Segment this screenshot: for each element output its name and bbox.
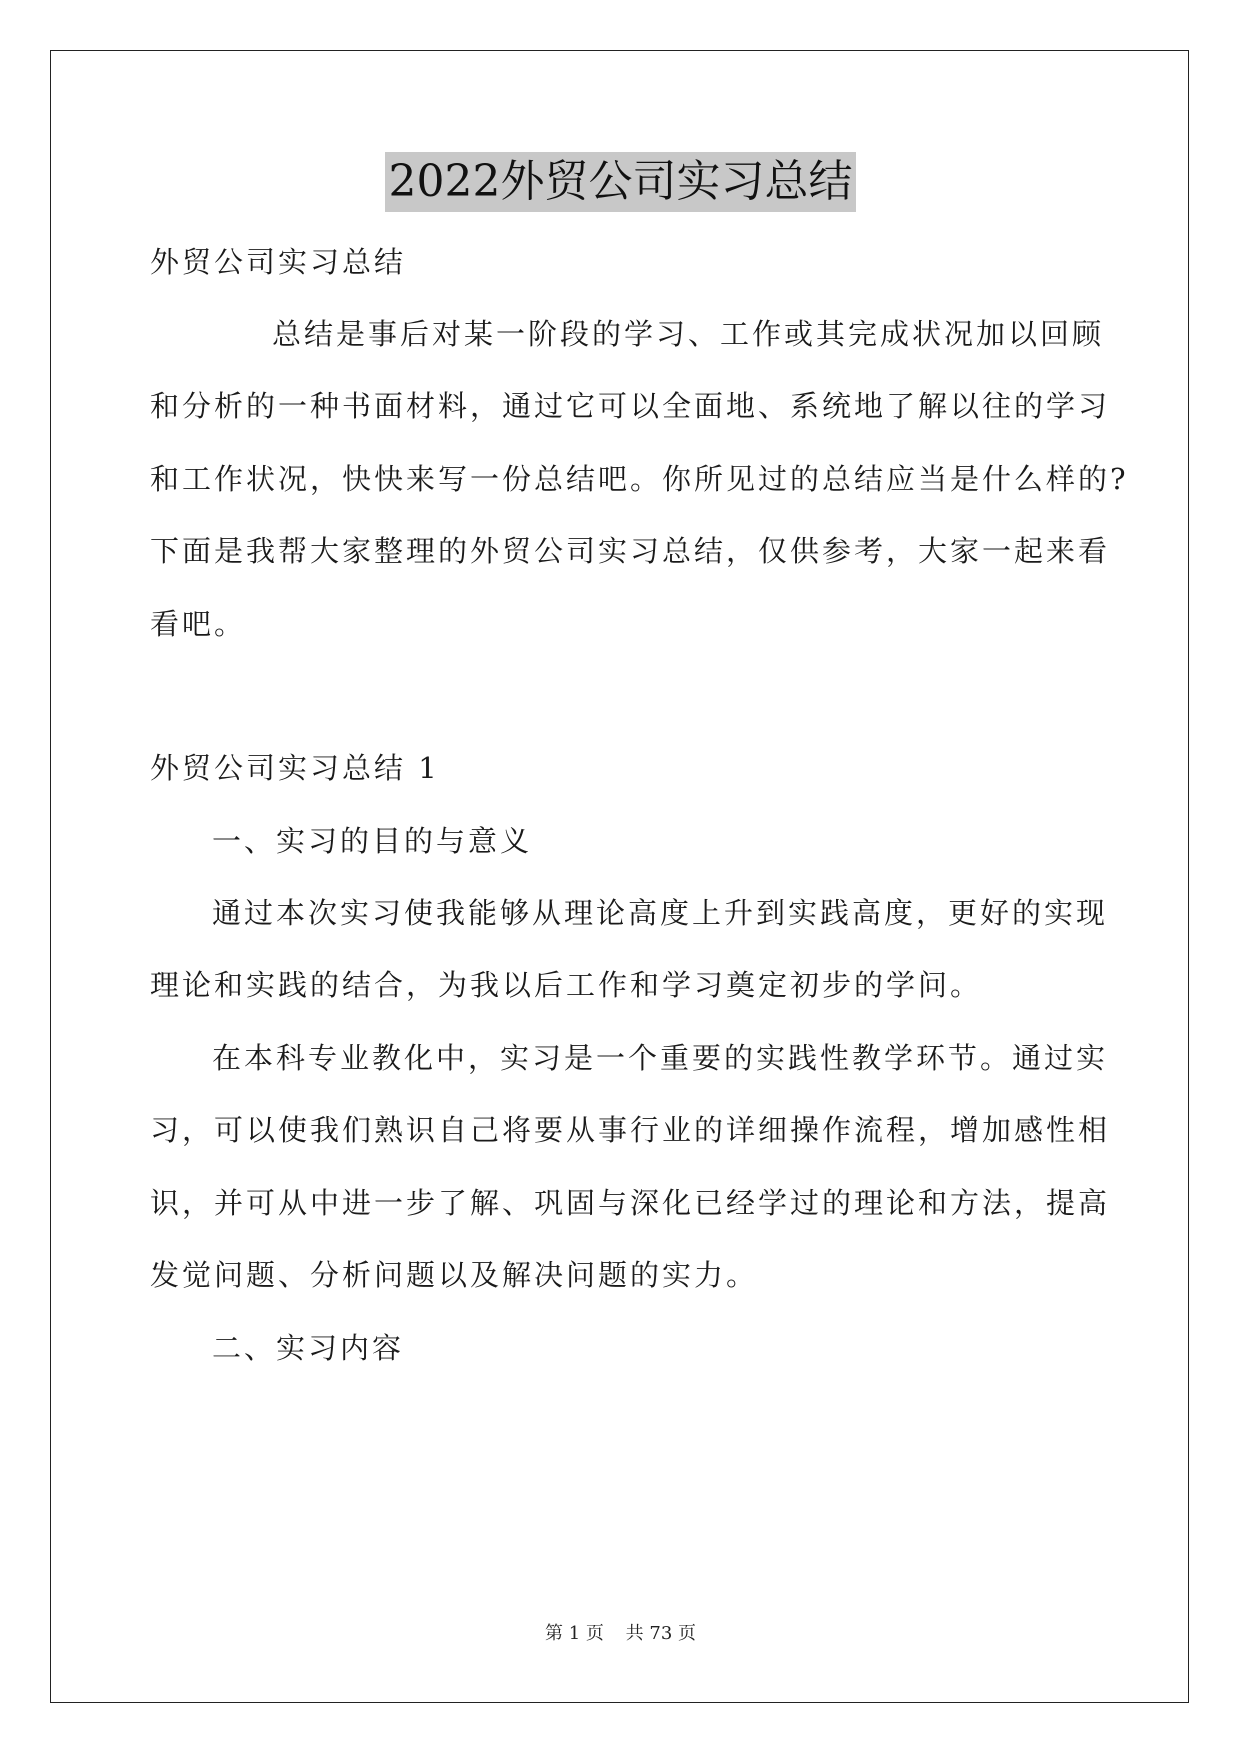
page-footer	[0, 1622, 1241, 1646]
document-title: 2022外贸公司实习总结	[385, 152, 857, 212]
page-border	[50, 50, 1189, 1703]
title-container	[0, 152, 1241, 212]
subtitle: 外贸公司实习总结	[150, 245, 407, 279]
paragraph-line: 识，并可从中进一步了解、巩固与深化已经学过的理论和方法，提高	[150, 1186, 1111, 1220]
paragraph-line: 理论和实践的结合，为我以后工作和学习奠定初步的学问。	[150, 968, 983, 1002]
paragraph-line: 习，可以使我们熟识自己将要从事行业的详细操作流程，增加感性相	[150, 1113, 1111, 1147]
section-heading: 外贸公司实习总结 1	[150, 751, 440, 785]
paragraph-line: 和分析的一种书面材料，通过它可以全面地、系统地了解以往的学习	[150, 389, 1111, 423]
subsection-heading: 二、实习内容	[212, 1331, 405, 1365]
paragraph-line: 通过本次实习使我能够从理论高度上升到实践高度，更好的实现	[212, 896, 1109, 930]
paragraph-line: 和工作状况，快快来写一份总结吧。你所见过的总结应当是什么样的?	[150, 462, 1129, 496]
paragraph-line: 下面是我帮大家整理的外贸公司实习总结，仅供参考，大家一起来看	[150, 534, 1111, 568]
paragraph-line: 总结是事后对某一阶段的学习、工作或其完成状况加以回顾	[272, 317, 1105, 351]
page-total: 共 73 页	[625, 1623, 696, 1644]
paragraph-line: 发觉问题、分析问题以及解决问题的实力。	[150, 1258, 759, 1292]
subsection-heading: 一、实习的目的与意义	[212, 824, 533, 858]
paragraph-line: 在本科专业教化中，实习是一个重要的实践性教学环节。通过实	[212, 1041, 1109, 1075]
paragraph-line: 看吧。	[150, 607, 247, 641]
page-number: 第 1 页	[545, 1623, 604, 1644]
